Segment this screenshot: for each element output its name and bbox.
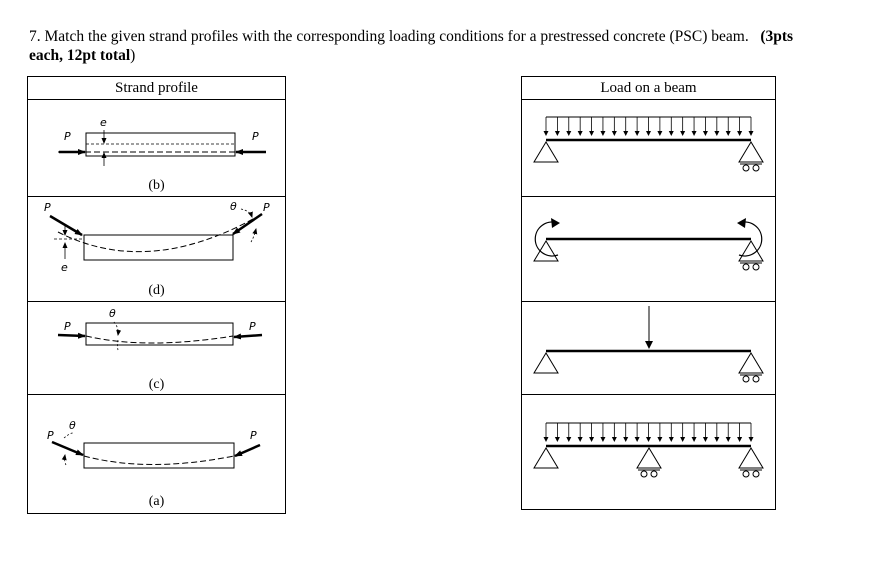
strand-cell-d — [28, 197, 285, 302]
load-arrowhead — [692, 131, 697, 136]
strand-profile-panel — [27, 76, 286, 514]
load-arrowhead — [578, 131, 583, 136]
load-arrowhead — [703, 437, 708, 442]
load-arrowhead — [612, 131, 617, 136]
load-arrowhead — [578, 437, 583, 442]
load-arrowhead — [714, 131, 719, 136]
load-arrowhead — [623, 437, 628, 442]
load-diagram-moments — [522, 197, 775, 301]
points-close: ) — [130, 47, 136, 64]
load-arrowhead — [657, 131, 662, 136]
load-arrowhead — [612, 437, 617, 442]
force-label-left: P — [64, 130, 71, 143]
load-arrowhead — [749, 437, 754, 442]
question-text — [29, 27, 854, 65]
load-arrowhead — [623, 131, 628, 136]
force-label-right: P — [250, 429, 257, 442]
load-arrowhead — [646, 131, 651, 136]
load-arrowhead — [589, 437, 594, 442]
points-open: (3pts — [760, 28, 794, 45]
load-arrowhead — [669, 437, 674, 442]
question-body: Match the given strand profiles with the corresponding loading conditions for a prestressed concrete (PSC) beam. — [44, 28, 749, 45]
force-label-right: P — [249, 320, 256, 333]
load-arrowhead — [669, 131, 674, 136]
load-header: Load on a beam — [522, 77, 775, 100]
force-label-left: P — [64, 320, 71, 333]
load-arrowhead — [737, 437, 742, 442]
distributed-load-arrows — [544, 117, 754, 136]
load-arrowhead — [566, 131, 571, 136]
force-label-right: P — [263, 201, 270, 214]
load-diagram-udl — [522, 100, 775, 196]
load-arrowhead — [657, 437, 662, 442]
load-arrowhead — [566, 437, 571, 442]
points-total: each, 12pt total — [29, 47, 131, 64]
load-arrowhead — [555, 131, 560, 136]
strand-cell-b — [28, 100, 285, 197]
load-arrowhead — [544, 437, 549, 442]
angle-label: θ — [109, 307, 116, 320]
load-arrowhead — [555, 437, 560, 442]
strand-caption-d: (d) — [148, 283, 165, 298]
strand-cell-c — [28, 302, 285, 395]
eccentricity-label: e — [61, 261, 68, 274]
force-label-left: P — [47, 429, 54, 442]
load-panel — [521, 76, 776, 510]
distributed-load-arrows — [544, 423, 754, 442]
load-arrowhead — [703, 131, 708, 136]
load-cell-2 — [522, 197, 775, 302]
force-label-left: P — [44, 201, 51, 214]
load-arrowhead — [544, 131, 549, 136]
load-arrowhead — [600, 437, 605, 442]
eccentricity-label: e — [100, 116, 107, 129]
load-arrowhead — [589, 131, 594, 136]
strand-caption-c: (c) — [148, 377, 165, 392]
strand-caption-b: (b) — [148, 178, 165, 193]
question-number: 7. — [29, 28, 41, 45]
load-arrowhead — [680, 131, 685, 136]
strand-cell-a — [28, 395, 285, 513]
load-arrowhead — [714, 437, 719, 442]
load-diagram-point — [522, 302, 775, 394]
strand-caption-a: (a) — [148, 494, 165, 509]
load-arrowhead — [726, 131, 731, 136]
load-arrowhead — [737, 131, 742, 136]
load-cell-4 — [522, 395, 775, 509]
angle-label: θ — [230, 200, 237, 213]
load-arrowhead — [635, 437, 640, 442]
load-arrowhead — [635, 131, 640, 136]
load-arrowhead — [749, 131, 754, 136]
load-arrowhead — [600, 131, 605, 136]
load-cell-1 — [522, 100, 775, 197]
load-arrowhead — [646, 437, 651, 442]
load-arrowhead — [692, 437, 697, 442]
angle-label: θ — [69, 419, 76, 432]
force-label-right: P — [252, 130, 259, 143]
load-arrowhead — [680, 437, 685, 442]
strand-profile-header: Strand profile — [28, 77, 285, 100]
load-cell-3 — [522, 302, 775, 395]
load-diagram-continuous — [522, 395, 775, 509]
load-arrowhead — [726, 437, 731, 442]
